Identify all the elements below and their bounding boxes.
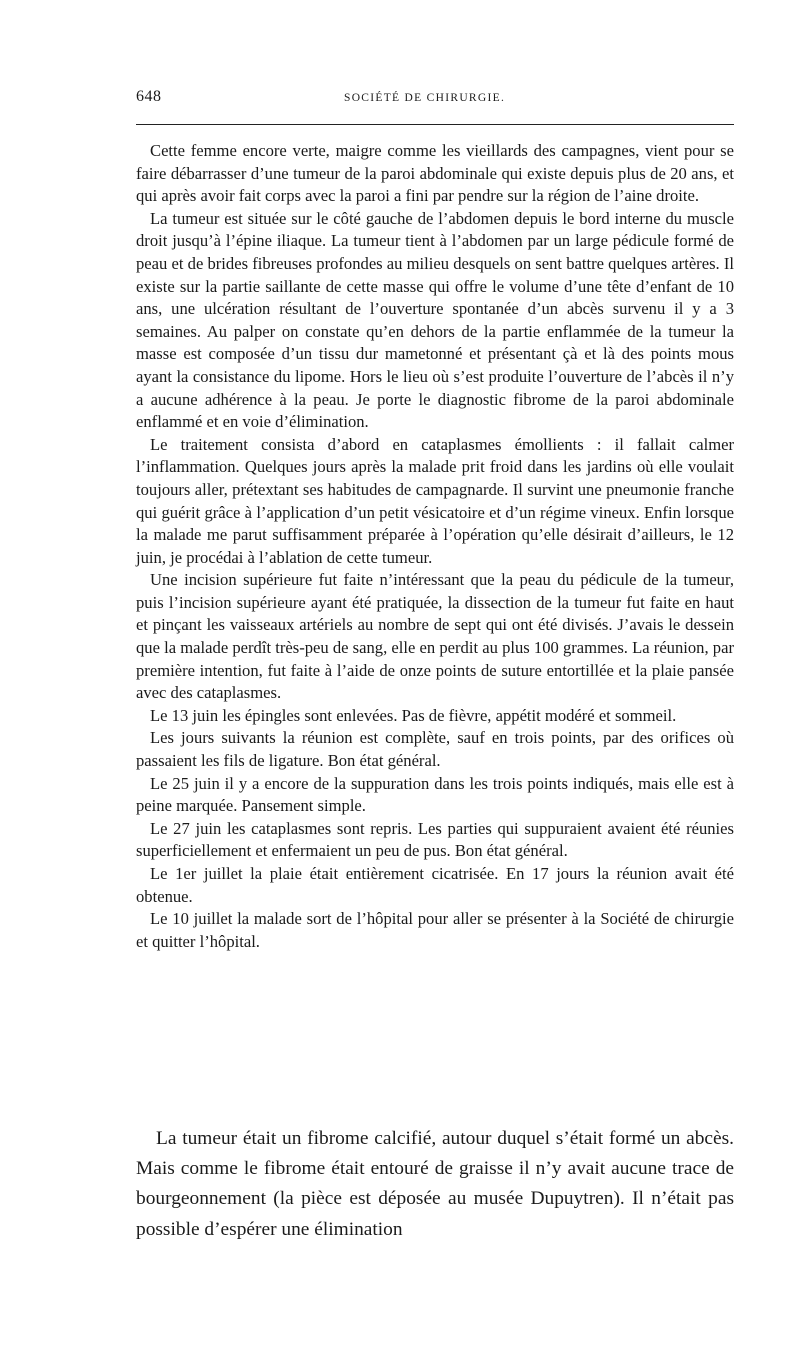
paragraph-june-27: Le 27 juin les cataplasmes sont repris. Les parties qui suppuraient avaient été réunies superficiellement et enfermaient un peu de pus. Bon état général. xyxy=(136,818,734,861)
paragraph-july-1: Le 1er juillet la plaie était entièrement cicatrisée. En 17 jours la réunion avait été obtenue. xyxy=(136,864,734,906)
paragraph-conclusion: La tumeur était un fibrome calcifié, autour duquel s’était formé un abcès. Mais comme le fibrome était entouré de graisse il n’y avait aucune trace de bourgeonnement (la pièce est déposée au musée Dupuytren). Il n’était pas possible d’espérer une élimination xyxy=(136,1128,734,1240)
running-head xyxy=(136,88,736,114)
header-rule xyxy=(136,124,734,125)
paragraph-july-10: Le 10 juillet la malade sort de l’hôpital pour aller se présenter à la Société de chirurgie et quitter l’hôpital. xyxy=(136,909,734,951)
paragraph-june-25: Le 25 juin il y a encore de la suppuration dans les trois points indiqués, mais elle est à peine marquée. Pansement simple. xyxy=(136,773,734,816)
case-report-body xyxy=(136,140,734,953)
paragraph-operation: Une incision supérieure fut faite n’intéressant que la peau du pédicule de la tumeur, puis l’incision supérieure ayant été pratiquée, la dissection de la tumeur fut faite en haut et pinçant les vaisseaux artériels au nombre de sept qui ont été divisés. J’avais le dessein que la malade perdît très-peu de sang, elle en perdit au plus 100 grammes. La réunion, par première intention, fut faite à l’aide de onze points de suture entortillée et la plaie pansée avec des cataplasmes. xyxy=(136,570,734,703)
paragraph-patient-presentation: Cette femme encore verte, maigre comme les vieillards des campagnes, vient pour se faire débarrasser d’une tumeur de la paroi abdominale qui existe depuis plus de 20 ans, et qui après avoir fait corps avec la paroi a fini par pendre sur la région de l’aine droite. xyxy=(136,141,734,206)
page-number: 648 xyxy=(136,88,162,105)
paragraph-following-days: Les jours suivants la réunion est complète, sauf en trois points, par des orifices où passaient les fils de ligature. Bon état général. xyxy=(136,728,734,771)
paragraph-june-13: Le 13 juin les épingles sont enlevées. Pas de fièvre, appétit modéré et sommeil. xyxy=(150,705,677,725)
running-title: SOCIÉTÉ DE CHIRURGIE. xyxy=(344,92,506,104)
paragraph-tumor-description: La tumeur est située sur le côté gauche de l’abdomen depuis le bord interne du muscle droit jusqu’à l’épine iliaque. La tumeur tient à l’abdomen par un large pédicule formé de peau et de brides fibreuses profondes au milieu desquels on sent battre quelques artères. Il existe sur la partie saillante de cette masse qui offre le volume d’une tête d’enfant de 10 ans, une ulcération résultant de l’ouverture spontanée d’un abcès survenu il y a 3 semaines. Au palper on constate qu’en dehors de la partie enflammée de la tumeur la masse est composée d’un tissu dur mametonné et présentant çà et là des points mous ayant la consistance du lipome. Hors le lieu où s’est produite l’ouverture de l’abcès il n’y a aucune adhérence à la peau. Je porte le diagnostic fibrome de la paroi abdominale enflammé et en voie d’élimination. xyxy=(136,208,734,432)
paragraph-treatment: Le traitement consista d’abord en cataplasmes émollients : il fallait calmer l’inflammation. Quelques jours après la malade prit froid dans les jardins où elle voulait toujours aller, prétextant ses habitudes de campagnarde. Il survint une pneumonie franche qui guérit grâce à l’application d’un petit vésicatoire et d’un régime vineux. Enfin lorsque la malade me parut suffisamment préparée à l’opération qu’elle désirait d’ailleurs, le 12 juin, je procédai à l’ablation de cette tumeur. xyxy=(136,434,734,567)
